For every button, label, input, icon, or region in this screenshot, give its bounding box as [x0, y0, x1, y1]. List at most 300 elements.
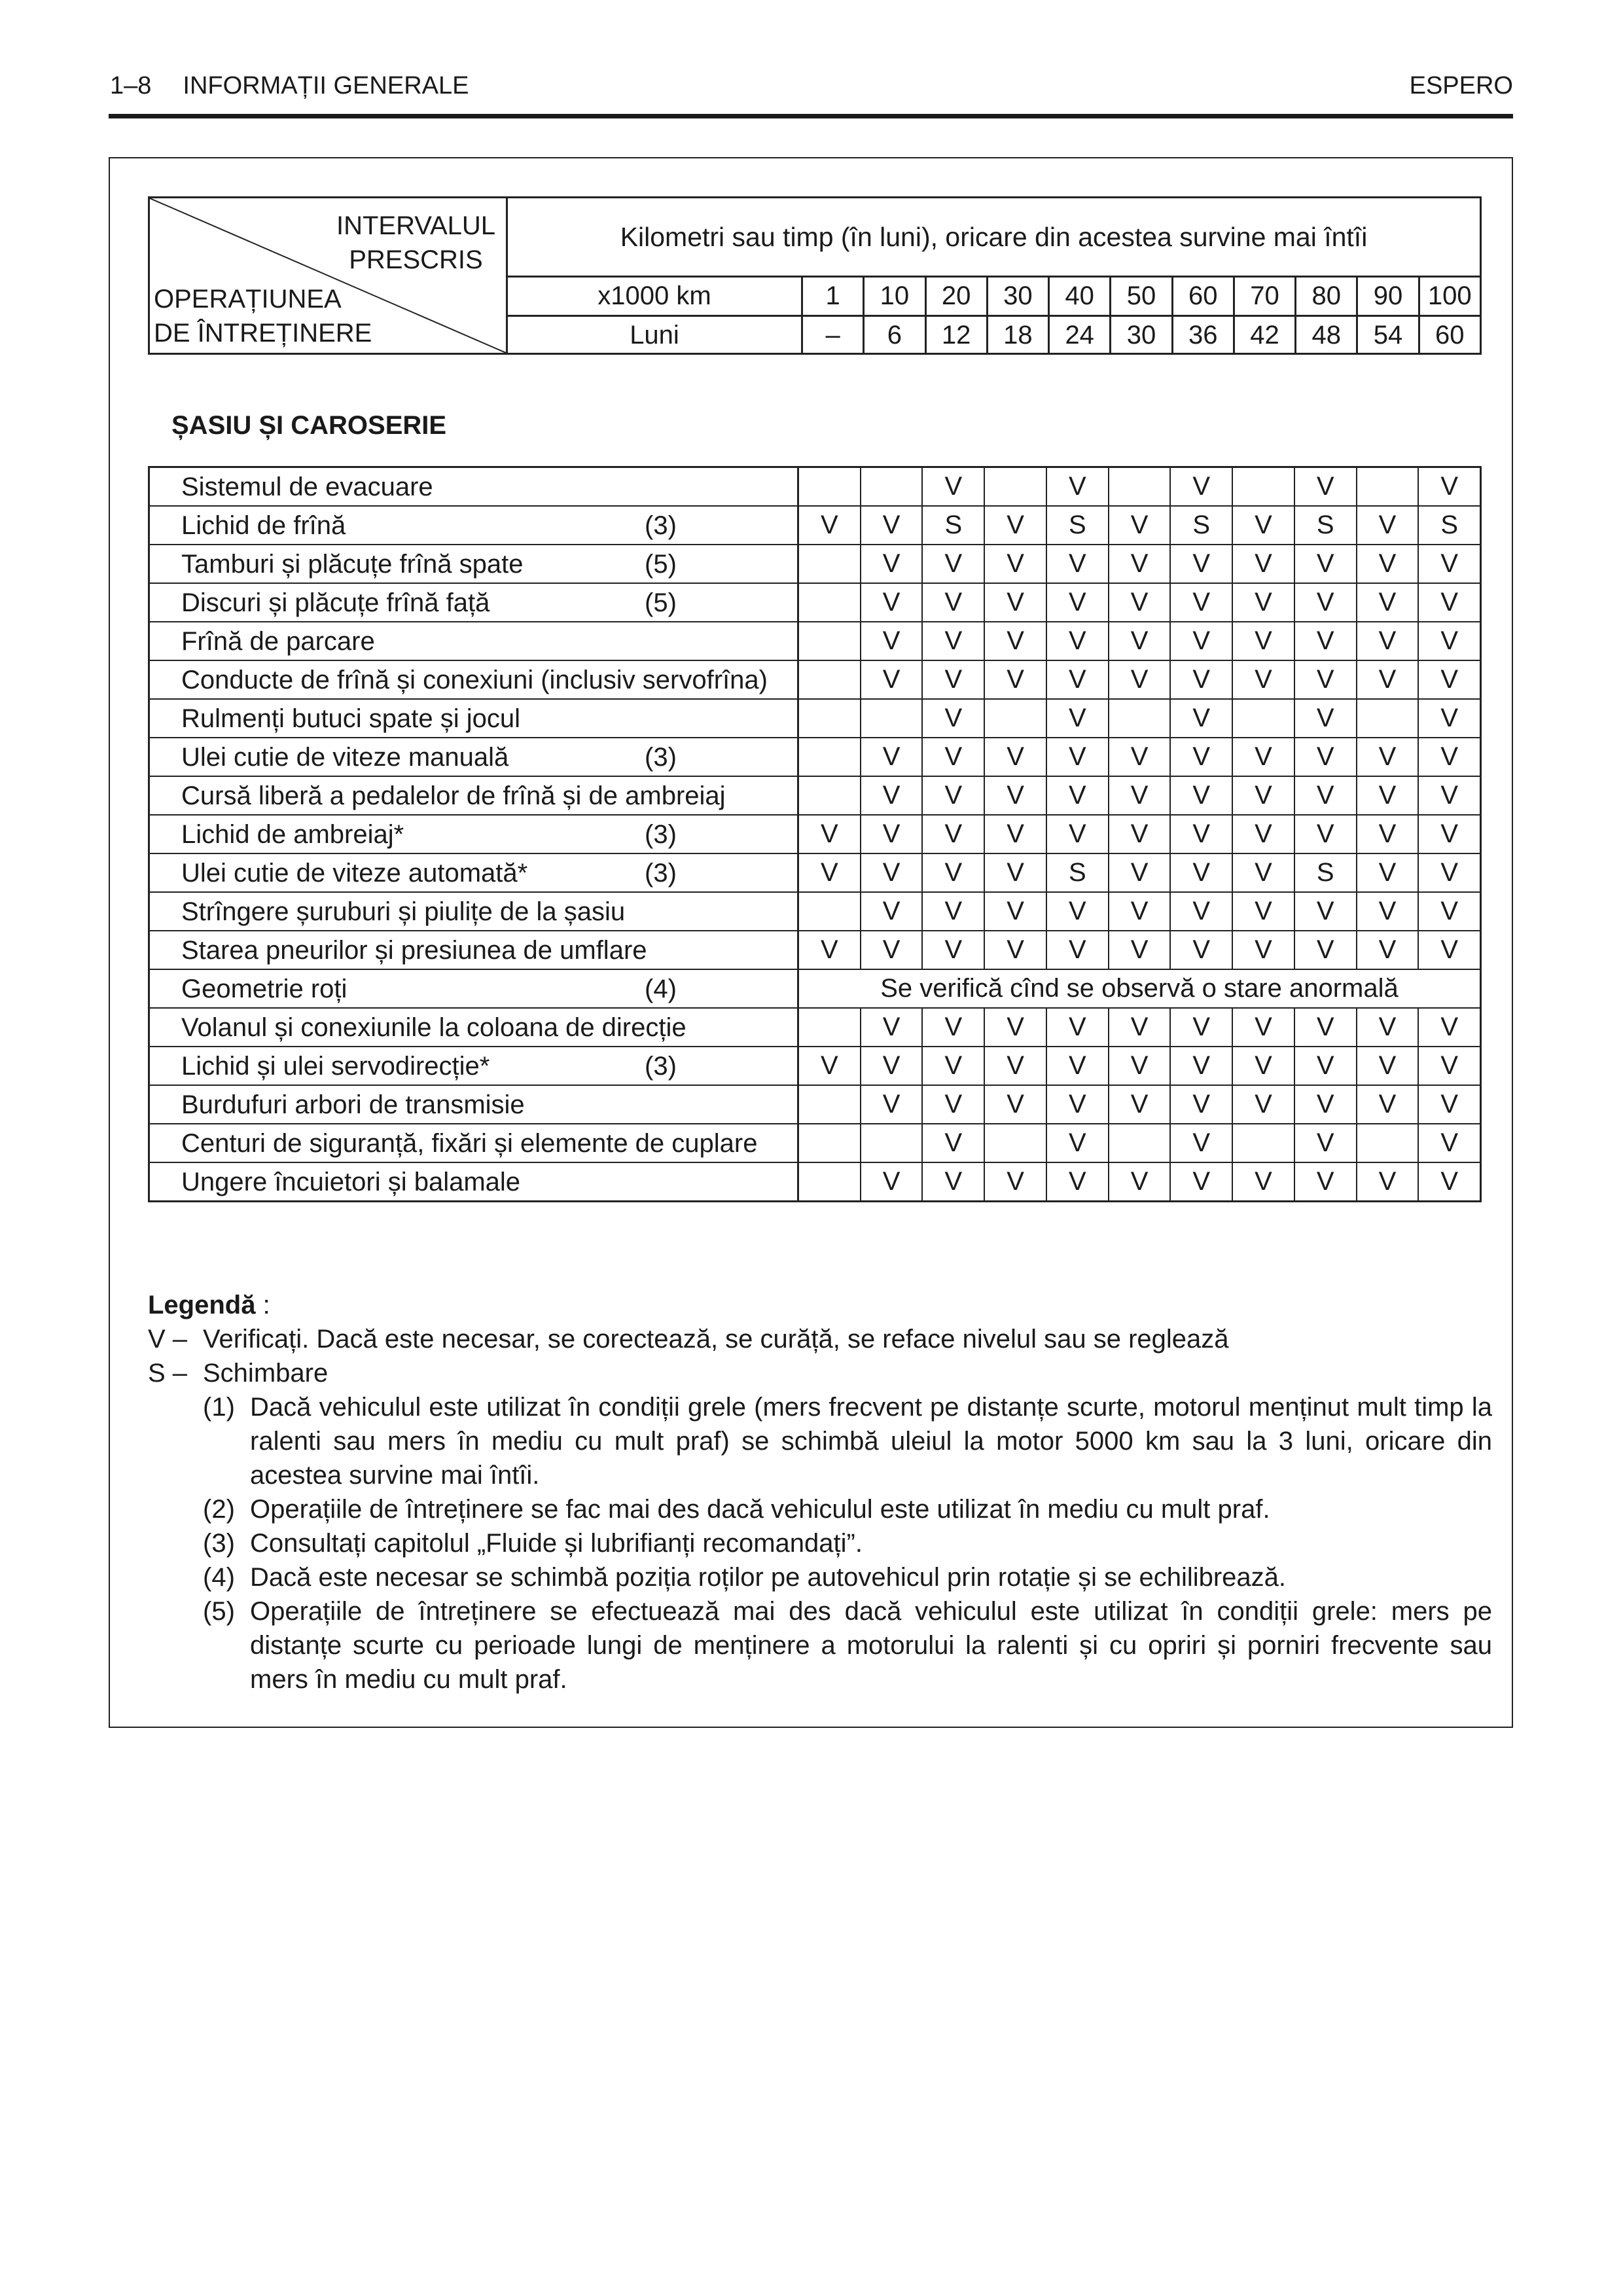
km-row — [508, 278, 1480, 317]
interval-cell: V — [1440, 665, 1459, 694]
operation-label-line1: OPERAȚIUNEA — [154, 285, 342, 314]
interval-cell: V — [1047, 1124, 1109, 1162]
abnormal-note: Se verifică cînd se observă o stare anormală — [880, 974, 1399, 1003]
interval-cell: V — [1295, 584, 1357, 621]
interval-cell: V — [1440, 742, 1459, 771]
interval-cell: V — [861, 584, 923, 621]
table-row — [150, 1009, 1480, 1047]
legend-note — [148, 1526, 1492, 1560]
operation-name: Burdufuri arbori de transmisie — [181, 1090, 525, 1119]
interval-cell — [799, 468, 861, 505]
interval-cell — [861, 1124, 923, 1162]
interval-cell — [1233, 468, 1295, 505]
interval-cells — [799, 854, 1480, 891]
legend-note — [148, 1492, 1492, 1526]
months-cell: – — [803, 317, 865, 354]
interval-cell: V — [1295, 1163, 1357, 1200]
corner-cell — [150, 198, 508, 353]
operation-note: (3) — [645, 820, 677, 849]
interval-cell: V — [1295, 816, 1357, 853]
interval-cell: V — [1171, 816, 1233, 853]
interval-cell: V — [1357, 661, 1419, 698]
interval-cell: V — [1295, 1086, 1357, 1123]
interval-cells — [799, 777, 1480, 814]
interval-cell: V — [1440, 626, 1459, 655]
interval-cells — [799, 738, 1480, 776]
note-text: Operațiile de întreținere se efectuează mai des dacă vehiculul este utilizat în condiții grele: mers pe distanțe scurte cu perioade lungi de menținere a motorului la ralenti și cu opriri și porniri frecvente sau mers în mediu cu mult praf. — [250, 1597, 1492, 1694]
km-label: x1000 km — [508, 278, 803, 315]
interval-cell: V — [1109, 661, 1171, 698]
operation-name: Ungere încuietori și balamale — [181, 1168, 521, 1196]
interval-cell: V — [1047, 777, 1109, 814]
interval-cells — [799, 1124, 1480, 1162]
interval-cell — [1109, 1124, 1171, 1162]
interval-cell: V — [1171, 1047, 1233, 1085]
table-row — [150, 893, 1480, 931]
interval-cell: V — [861, 738, 923, 776]
interval-cell: V — [1171, 893, 1233, 930]
interval-cell: V — [1109, 777, 1171, 814]
interval-cells — [799, 1047, 1480, 1085]
interval-cell: V — [1295, 893, 1357, 930]
interval-cell: V — [1233, 661, 1295, 698]
operation-cell — [150, 700, 799, 737]
maintenance-table — [148, 466, 1482, 1202]
interval-cell: V — [1295, 468, 1357, 505]
interval-cell: V — [1440, 472, 1459, 501]
operation-note: (4) — [645, 975, 677, 1003]
table-row — [150, 1086, 1480, 1124]
months-cell: 36 — [1173, 317, 1235, 354]
operation-cell — [150, 545, 799, 583]
operation-cell — [150, 970, 799, 1007]
operation-name: Frînă de parcare — [181, 627, 375, 656]
interval-cell: V — [923, 622, 985, 660]
interval-cell — [1357, 468, 1419, 505]
operation-name: Lichid și ulei servodirecție* — [181, 1052, 490, 1081]
operation-name: Lichid de frînă — [181, 511, 346, 540]
interval-cell: V — [861, 816, 923, 853]
interval-cell: V — [1295, 622, 1357, 660]
interval-cell: V — [1357, 507, 1419, 544]
operation-cell — [150, 1163, 799, 1200]
months-cell: 18 — [988, 317, 1050, 354]
operation-note: (5) — [645, 588, 677, 617]
interval-cell: V — [923, 1047, 985, 1085]
interval-cell: V — [1357, 1009, 1419, 1046]
operation-cell — [150, 584, 799, 621]
interval-cell — [799, 777, 861, 814]
interval-cell: V — [1440, 1167, 1459, 1196]
section-name: INFORMAȚII GENERALE — [183, 72, 469, 99]
table-row — [150, 970, 1480, 1009]
interval-cell: V — [1233, 1086, 1295, 1123]
interval-cell: V — [1440, 897, 1459, 925]
operation-name: Sistemul de evacuare — [181, 473, 433, 501]
km-cell: 20 — [927, 278, 988, 315]
interval-cell — [1233, 1124, 1295, 1162]
interval-cell — [799, 1086, 861, 1123]
interval-cell: V — [1171, 738, 1233, 776]
interval-cell: V — [1171, 661, 1233, 698]
interval-cell: V — [985, 1009, 1047, 1046]
table-row — [150, 622, 1480, 661]
table-row — [150, 816, 1480, 854]
interval-cells — [799, 545, 1480, 583]
interval-cells — [799, 468, 1480, 505]
months-cell: 12 — [927, 317, 988, 354]
legend-note — [148, 1560, 1492, 1594]
operation-name: Cursă liberă a pedalelor de frînă și de ambreiaj — [181, 781, 726, 810]
interval-cell: V — [1440, 858, 1459, 887]
legend — [148, 1288, 1492, 1696]
interval-cell: V — [985, 738, 1047, 776]
interval-cell: V — [985, 584, 1047, 621]
interval-cell: V — [985, 507, 1047, 544]
months-cell: 30 — [1111, 317, 1173, 354]
interval-cell: V — [1171, 622, 1233, 660]
operation-cell — [150, 777, 799, 814]
note-text: Consultați capitolul „Fluide și lubrifianți recomandați”. — [250, 1529, 863, 1558]
interval-cell: V — [1109, 893, 1171, 930]
interval-cell: V — [1109, 1086, 1171, 1123]
operation-cell — [150, 661, 799, 698]
legend-key-row — [148, 1356, 1492, 1390]
legend-heading — [148, 1288, 1492, 1322]
interval-cell: V — [1047, 700, 1109, 737]
interval-cell: V — [1440, 781, 1459, 810]
legend-key-text: Schimbare — [203, 1359, 329, 1388]
interval-cell: V — [1295, 1009, 1357, 1046]
operation-cell — [150, 893, 799, 930]
interval-cell — [985, 700, 1047, 737]
interval-cell: V — [1440, 1128, 1459, 1157]
legend-key: S – — [148, 1359, 188, 1388]
legend-key: V – — [148, 1325, 188, 1354]
interval-cell: V — [1171, 1163, 1233, 1200]
operation-cell — [150, 1009, 799, 1046]
table-row — [150, 661, 1480, 700]
table-row — [150, 854, 1480, 893]
interval-cell: V — [1109, 584, 1171, 621]
interval-cell: S — [1047, 854, 1109, 891]
km-cell: 40 — [1050, 278, 1111, 315]
interval-cell: V — [799, 1047, 861, 1085]
legend-key-row — [148, 1322, 1492, 1356]
interval-cell: V — [1047, 931, 1109, 969]
note-number: (5) — [203, 1597, 235, 1626]
interval-cell — [1233, 700, 1295, 737]
interval-cell: V — [1233, 816, 1295, 853]
interval-cell — [861, 700, 923, 737]
interval-cell: V — [799, 507, 861, 544]
table-row — [150, 1047, 1480, 1086]
interval-cell: V — [1440, 549, 1459, 578]
interval-cell: V — [1357, 584, 1419, 621]
months-label: Luni — [508, 317, 803, 354]
interval-cell: V — [1109, 1047, 1171, 1085]
interval-cells — [799, 1086, 1480, 1123]
months-cell: 24 — [1050, 317, 1111, 354]
interval-cell — [1109, 700, 1171, 737]
interval-cell: V — [1047, 1009, 1109, 1046]
interval-cell: V — [1047, 1163, 1109, 1200]
interval-cell: V — [1171, 931, 1233, 969]
interval-cell: V — [1047, 468, 1109, 505]
interval-cell — [799, 1163, 861, 1200]
km-cell: 1 — [803, 278, 865, 315]
interval-cells — [799, 931, 1480, 969]
header-rule — [109, 114, 1513, 118]
interval-cell: V — [861, 661, 923, 698]
note-text: Operațiile de întreținere se fac mai des dacă vehiculul este utilizat în mediu cu mult praf. — [250, 1495, 1270, 1524]
interval-cell: S — [1295, 854, 1357, 891]
operation-name: Centuri de siguranță, fixări și elemente de cuplare — [181, 1129, 758, 1158]
interval-cell: V — [1357, 854, 1419, 891]
interval-cells — [799, 893, 1480, 930]
months-cell: 42 — [1235, 317, 1296, 354]
interval-cell: S — [1171, 507, 1233, 544]
table-row — [150, 700, 1480, 738]
interval-cell: V — [1357, 1047, 1419, 1085]
interval-cell — [799, 661, 861, 698]
legend-notes — [148, 1390, 1492, 1696]
table-row — [150, 584, 1480, 622]
interval-cell: V — [1047, 816, 1109, 853]
operation-name: Starea pneurilor și presiunea de umflare — [181, 936, 647, 965]
interval-cell — [799, 738, 861, 776]
interval-header-table — [148, 196, 1482, 355]
interval-cell — [985, 1124, 1047, 1162]
months-cell: 54 — [1358, 317, 1419, 354]
interval-cell: V — [1109, 738, 1171, 776]
interval-cell: V — [1047, 1047, 1109, 1085]
note-text: Dacă vehiculul este utilizat în condiții grele (mers frecvent pe distanțe scurte, motorul menținut mult timp la ralenti sau mers în mediu cu mult praf) se schimbă uleiul la motor 5000 km sau la 3 luni, oricare din acestea survine mai întîi. — [250, 1393, 1492, 1490]
interval-cell: V — [985, 931, 1047, 969]
interval-cell: V — [1440, 1013, 1459, 1041]
interval-cell: V — [861, 854, 923, 891]
km-cell: 100 — [1427, 281, 1472, 310]
interval-cell: V — [985, 777, 1047, 814]
operation-note: (5) — [645, 550, 677, 579]
legend-title: Legendă — [148, 1291, 256, 1319]
operation-note: (3) — [645, 859, 677, 888]
interval-cell: V — [861, 931, 923, 969]
interval-cell: V — [1295, 738, 1357, 776]
interval-cell: V — [799, 816, 861, 853]
interval-cell: V — [923, 777, 985, 814]
interval-cell: V — [1357, 931, 1419, 969]
interval-cell: V — [1295, 545, 1357, 583]
interval-cell: V — [799, 854, 861, 891]
interval-cell: V — [861, 893, 923, 930]
interval-cell: V — [861, 1047, 923, 1085]
table-row — [150, 931, 1480, 970]
table-row — [150, 468, 1480, 507]
interval-cell: V — [1109, 545, 1171, 583]
interval-caption: Kilometri sau timp (în luni), oricare din acestea survine mai întîi — [508, 198, 1480, 278]
interval-cell: V — [1357, 777, 1419, 814]
operation-name: Tamburi și plăcuțe frînă spate — [181, 550, 524, 579]
table-row — [150, 738, 1480, 777]
interval-cell: V — [985, 816, 1047, 853]
interval-cell: V — [1440, 1051, 1459, 1080]
interval-cell: V — [1440, 819, 1459, 848]
interval-cell: V — [1295, 777, 1357, 814]
interval-cell: V — [985, 622, 1047, 660]
km-cell: 50 — [1111, 278, 1173, 315]
interval-cell: V — [1047, 1086, 1109, 1123]
interval-cell: V — [1171, 1009, 1233, 1046]
interval-cell — [799, 584, 861, 621]
note-number: (2) — [203, 1495, 235, 1524]
table-row — [150, 1163, 1480, 1200]
interval-cell: V — [1295, 661, 1357, 698]
operation-name: Strîngere șuruburi și piulițe de la șasiu — [181, 897, 626, 926]
interval-cell: V — [1171, 854, 1233, 891]
interval-cell: V — [1295, 700, 1357, 737]
operation-note: (3) — [645, 743, 677, 772]
note-number: (3) — [203, 1529, 235, 1558]
operation-cell — [150, 854, 799, 891]
interval-cell: V — [1047, 622, 1109, 660]
legend-colon: : — [255, 1291, 270, 1319]
interval-cell: V — [1171, 468, 1233, 505]
interval-cell: V — [1047, 893, 1109, 930]
operation-label-line2: DE ÎNTREȚINERE — [154, 319, 372, 348]
model-name: ESPERO — [1409, 72, 1513, 99]
interval-cell: S — [1047, 507, 1109, 544]
table-row — [150, 507, 1480, 545]
interval-cell: V — [923, 584, 985, 621]
interval-cell: V — [1233, 545, 1295, 583]
interval-cell: V — [1109, 622, 1171, 660]
legend-note — [148, 1390, 1492, 1492]
legend-keys — [148, 1322, 1492, 1390]
interval-cell: V — [1171, 545, 1233, 583]
interval-cell: V — [1171, 1124, 1233, 1162]
legend-note — [148, 1594, 1492, 1696]
interval-cell: V — [985, 893, 1047, 930]
interval-cell: V — [923, 1086, 985, 1123]
operation-name: Conducte de frînă și conexiuni (inclusiv servofrîna) — [181, 666, 768, 694]
interval-cell — [1109, 468, 1171, 505]
interval-cell: V — [1233, 507, 1295, 544]
interval-cell — [1357, 700, 1419, 737]
interval-cell — [861, 468, 923, 505]
km-cell: 60 — [1173, 278, 1235, 315]
operation-name: Ulei cutie de viteze manuală — [181, 743, 509, 772]
interval-cell: V — [985, 854, 1047, 891]
interval-cell: V — [1357, 738, 1419, 776]
interval-cell: V — [923, 738, 985, 776]
interval-cell: V — [1440, 935, 1459, 964]
note-number: (4) — [203, 1563, 235, 1592]
interval-cell: V — [1233, 777, 1295, 814]
legend-key-text: Verificați. Dacă este necesar, se corectează, se curăță, se reface nivelul sau se reglează — [203, 1325, 1229, 1354]
km-cell: 80 — [1296, 278, 1358, 315]
interval-cell: V — [1440, 704, 1459, 732]
interval-cells — [799, 816, 1480, 853]
interval-cells — [799, 1009, 1480, 1046]
interval-cell: V — [1233, 893, 1295, 930]
interval-cell: V — [1109, 854, 1171, 891]
months-cell: 60 — [1435, 321, 1465, 350]
operation-cell — [150, 622, 799, 660]
operation-cell — [150, 816, 799, 853]
operation-cell — [150, 931, 799, 969]
interval-cell: V — [1171, 1086, 1233, 1123]
interval-cell: V — [861, 1086, 923, 1123]
interval-cell: V — [1109, 507, 1171, 544]
interval-cell: V — [1295, 1047, 1357, 1085]
interval-cell: V — [923, 545, 985, 583]
interval-cell: V — [985, 1047, 1047, 1085]
interval-cell: V — [1440, 1090, 1459, 1119]
interval-cell: S — [1440, 511, 1459, 539]
interval-cell: V — [923, 1124, 985, 1162]
note-number: (1) — [203, 1393, 235, 1422]
section-title: ȘASIU ȘI CAROSERIE — [171, 411, 447, 440]
interval-cell: V — [923, 1163, 985, 1200]
interval-cell: V — [1047, 738, 1109, 776]
interval-cell: V — [861, 545, 923, 583]
interval-cells — [799, 1163, 1480, 1200]
interval-cell: V — [1171, 584, 1233, 621]
interval-cells — [799, 970, 1480, 1007]
interval-cell: V — [1295, 1124, 1357, 1162]
interval-cell: S — [923, 507, 985, 544]
operation-label — [154, 282, 372, 350]
operation-name: Volanul și conexiunile la coloana de direcție — [181, 1013, 687, 1042]
interval-cell: V — [1233, 1163, 1295, 1200]
interval-cell: V — [1171, 700, 1233, 737]
km-cell: 30 — [988, 278, 1050, 315]
running-header — [110, 72, 469, 100]
operation-cell — [150, 1086, 799, 1123]
interval-cell: V — [1109, 931, 1171, 969]
interval-cells — [799, 507, 1480, 544]
interval-cell: V — [923, 931, 985, 969]
interval-cell: V — [1047, 545, 1109, 583]
interval-cell: V — [1357, 622, 1419, 660]
interval-cell: V — [1109, 816, 1171, 853]
interval-cell — [1357, 1124, 1419, 1162]
km-cell: 90 — [1358, 278, 1419, 315]
interval-cells — [799, 622, 1480, 660]
operation-cell — [150, 1124, 799, 1162]
months-cell: 6 — [865, 317, 926, 354]
interval-cell — [799, 700, 861, 737]
interval-cell: V — [1109, 1163, 1171, 1200]
operation-name: Lichid de ambreiaj* — [181, 820, 404, 849]
interval-cell: V — [985, 1163, 1047, 1200]
interval-cell: V — [1233, 622, 1295, 660]
interval-cell: V — [799, 931, 861, 969]
interval-cell: V — [985, 545, 1047, 583]
interval-cell: V — [1233, 931, 1295, 969]
km-cell: 70 — [1235, 278, 1296, 315]
operation-name: Discuri și plăcuțe frînă față — [181, 588, 490, 617]
operation-cell — [150, 468, 799, 505]
table-row — [150, 1124, 1480, 1163]
interval-cell: V — [861, 777, 923, 814]
interval-cell: V — [1357, 893, 1419, 930]
interval-cell: V — [1295, 931, 1357, 969]
operation-name: Rulmenți butuci spate și jocul — [181, 704, 521, 733]
interval-cell: V — [923, 893, 985, 930]
interval-cell: V — [923, 854, 985, 891]
